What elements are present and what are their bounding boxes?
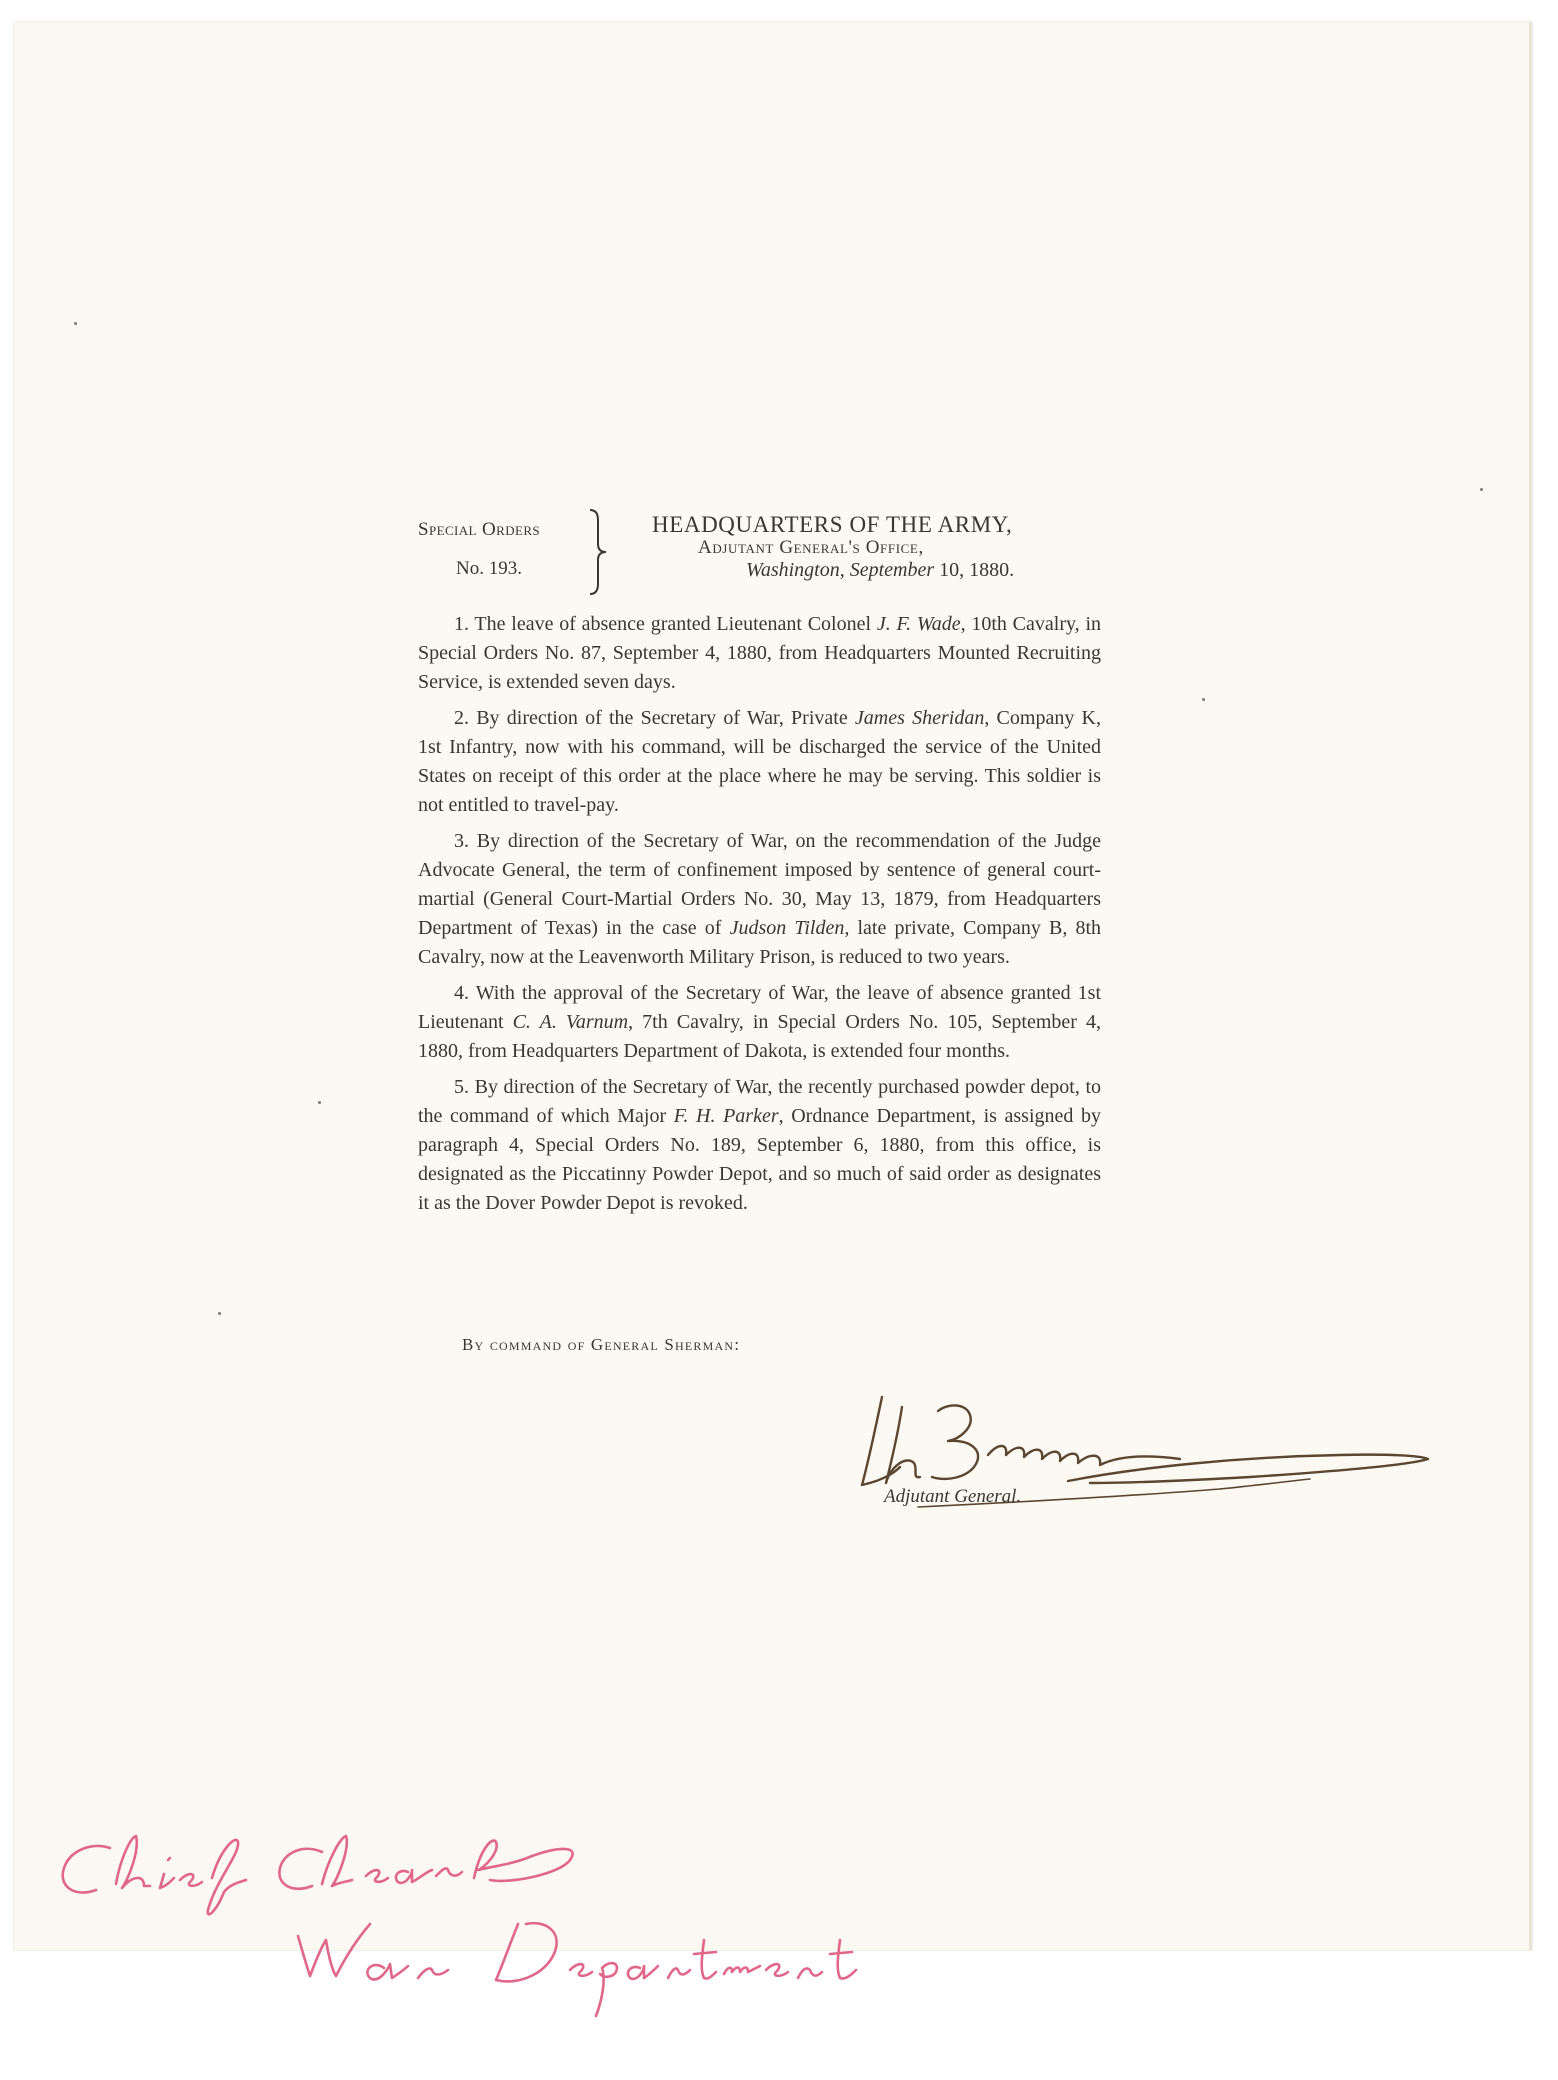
officer-name: J. F. Wade: [876, 613, 961, 635]
paragraph-5: [418, 1073, 1101, 1218]
paragraph-text: 2. By direction of the Secretary of War, Private: [454, 707, 855, 729]
special-orders-block: [418, 516, 540, 582]
paragraph-text: , late private, Company B, 8th Cavalry, now at the Leavenworth Military Prison, is reduced to two years.: [418, 917, 1101, 968]
paragraph-2: [418, 704, 1101, 820]
chief-clerk-handwriting: [40, 1820, 880, 2080]
paragraph-3: [418, 827, 1101, 972]
special-orders-label: Special Orders: [418, 519, 541, 540]
paragraph-text: , Ordnance Department, is assigned by paragraph 4, Special Orders No. 189, September 6, 1880, from this office, is designated as the Piccatinny Powder Depot, and so much of said order as designates it as the Dover Powder Depot is revoked.: [418, 1105, 1102, 1214]
place-name: Washington: [746, 559, 840, 581]
command-line: By command of General Sherman:: [462, 1335, 741, 1354]
brace-glyph: [586, 506, 610, 598]
date-comma: ,: [839, 559, 850, 581]
paper-speck: [74, 322, 77, 325]
paragraph-text: , Company K, 1st Infantry, now with his command, will be discharged the service of the United States on receipt of this order at the place where he may be serving. This soldier is not entitled to travel-pay.: [418, 707, 1101, 816]
page-edge: [1529, 22, 1532, 1950]
paragraph-1: [418, 610, 1101, 697]
soldier-name: Judson Tilden: [729, 917, 845, 939]
paragraph-text: 4. With the approval of the Secretary of War, the leave of absence granted 1st Lieutenant: [418, 982, 1101, 1033]
paper-speck: [318, 1101, 321, 1104]
orders-number: No. 193.: [456, 557, 522, 579]
paragraph-text: 5. By direction of the Secretary of War, the recently purchased powder depot, to the command of which Major: [418, 1076, 1101, 1127]
paper-speck: [218, 1312, 221, 1315]
date-rest: 10, 1880.: [934, 559, 1015, 581]
date-line: [620, 559, 1090, 582]
officer-name: C. A. Varnum: [512, 1011, 629, 1033]
date-month: September: [849, 559, 935, 581]
headquarters-title: HEADQUARTERS OF THE ARMY,: [652, 512, 1013, 537]
orders-body: [418, 610, 1101, 1225]
signature-title: Adjutant General.: [884, 1486, 1022, 1507]
paragraph-text: , 10th Cavalry, in Special Orders No. 87, September 4, 1880, from Headquarters Mounted Recruiting Service, is extended seven days.: [418, 613, 1101, 693]
soldier-name: James Sheridan: [854, 707, 985, 729]
office-name: Adjutant General's Office,: [698, 537, 924, 558]
paper-speck: [1480, 488, 1483, 491]
paragraph-text: 3. By direction of the Secretary of War, on the recommendation of the Judge Advocate General, the term of confinement imposed by sentence of general court-martial (General Court-Martial Orders No. 30, May 13, 1879, from Headquarters Department of Texas) in the case of: [418, 830, 1101, 939]
paragraph-text: 1. The leave of absence granted Lieutenant Colonel: [454, 613, 877, 635]
paragraph-text: , 7th Cavalry, in Special Orders No. 105, September 4, 1880, from Headquarters Department of Dakota, is extended four months.: [418, 1011, 1101, 1062]
headquarters-heading: [620, 512, 1090, 582]
officer-name: F. H. Parker: [673, 1105, 779, 1127]
paragraph-4: [418, 979, 1101, 1066]
paper-speck: [1202, 698, 1205, 701]
